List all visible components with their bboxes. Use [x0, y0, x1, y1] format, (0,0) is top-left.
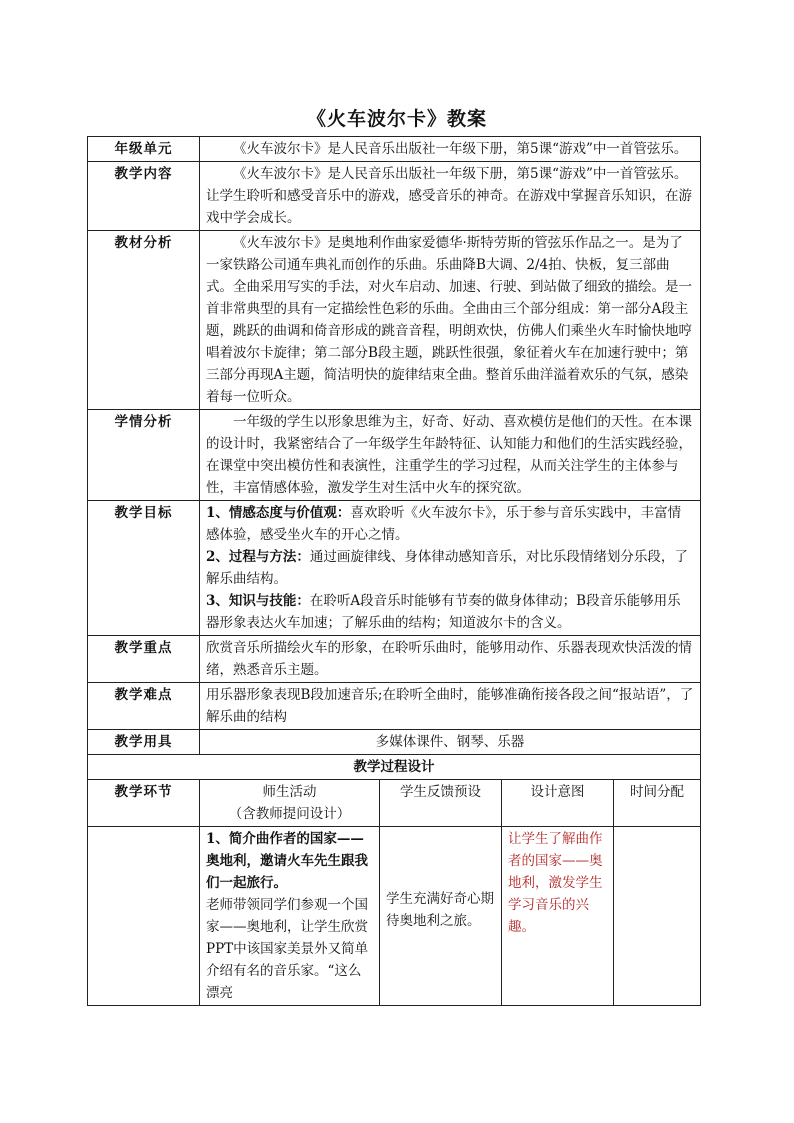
header-time: 时间分配 — [614, 780, 701, 827]
label-material-analysis: 教材分析 — [88, 231, 200, 410]
step-1-intent-cell — [502, 827, 614, 1006]
key-points-text: 欣赏音乐所描绘火车的形象，在聆听乐曲时，能够用动作、乐器表现欢快活泼的情绪，熟悉音乐主题。 — [200, 636, 701, 683]
lesson-plan-table — [87, 136, 701, 1006]
step-1-feedback-cell — [380, 827, 502, 1006]
row-teaching-content — [88, 162, 701, 231]
row-grade-unit — [88, 137, 701, 162]
goal-item — [206, 546, 694, 590]
row-difficulties — [88, 683, 701, 730]
grade-unit-text: 《火车波尔卡》是人民音乐出版社一年级下册，第5课“游戏”中一首管弦乐。 — [200, 137, 701, 162]
header-activity — [200, 780, 380, 827]
goal-heading: 3、知识与技能： — [206, 593, 310, 609]
step-1-feedback-text: 学生充满好奇心期待奥地利之旅。 — [386, 891, 494, 929]
row-process-headers — [88, 780, 701, 827]
goal-text: 通过画旋律线、身体律动感知音乐，对比乐段情绪划分乐段，了解乐曲结构。 — [206, 549, 688, 587]
header-feedback: 学生反馈预设 — [380, 780, 502, 827]
label-key-points: 教学重点 — [88, 636, 200, 683]
goal-item — [206, 590, 694, 634]
page-title: 《火车波尔卡》教案 — [306, 108, 487, 130]
step-1-activity-title: 1、简介曲作者的国家——奥地利，邀请火车先生跟我们一起旅行。 — [206, 831, 368, 891]
row-key-points — [88, 636, 701, 683]
process-section-title: 教学过程设计 — [88, 755, 701, 780]
row-teaching-tools — [88, 730, 701, 755]
step-1-intent-text: 让学生了解曲作者的国家——奥地利，激发学生学习音乐的兴趣。 — [508, 831, 603, 935]
row-student-analysis — [88, 410, 701, 501]
label-teaching-goals: 教学目标 — [88, 501, 200, 636]
teaching-goals-list — [200, 501, 701, 636]
step-1-time-cell — [614, 827, 701, 1006]
header-activity-subtitle: （含教师提问设计） — [228, 806, 351, 822]
row-teaching-goals — [88, 501, 701, 636]
header-activity-title: 师生活动 — [262, 784, 317, 800]
label-grade-unit: 年级单元 — [88, 137, 200, 162]
label-teaching-tools: 教学用具 — [88, 730, 200, 755]
teaching-content-text: 《火车波尔卡》是人民音乐出版社一年级下册，第5课“游戏”中一首管弦乐。让学生聆听和感受音乐中的游戏，感受音乐的神奇。在游戏中掌握音乐知识，在游戏中学会成长。 — [200, 162, 701, 231]
teaching-tools-text: 多媒体课件、钢琴、乐器 — [200, 730, 701, 755]
step-1-activity-text: 老师带领同学们参观一个国家——奥地利，让学生欣赏PPT中该国家美景外又简单介绍有名的音乐家。“这么漂亮 — [206, 897, 369, 1001]
goal-text: 喜欢聆听《火车波尔卡》，乐于参与音乐实践中，丰富情感体验，感受坐火车的开心之情。 — [206, 505, 682, 543]
difficulties-text: 用乐器形象表现B段加速音乐;在聆听全曲时，能够准确衔接各段之间“报站语”，了解乐曲的结构 — [200, 683, 701, 730]
goal-heading: 2、过程与方法： — [206, 549, 310, 565]
student-analysis-text: 一年级的学生以形象思维为主，好奇、好动、喜欢模仿是他们的天性。在本课的设计时，我紧密结合了一年级学生年龄特征、认知能力和他们的生活实践经验，在课堂中突出模仿性和表演性，注重学生的学习过程，从而关注学生的主体参与性，丰富情感体验，激发学生对生活中火车的探究欲。 — [200, 410, 701, 501]
goal-item — [206, 502, 694, 546]
row-process-section — [88, 755, 701, 780]
header-intent: 设计意图 — [502, 780, 614, 827]
step-1-activity-cell — [200, 827, 380, 1006]
label-difficulties: 教学难点 — [88, 683, 200, 730]
step-1-stage-cell — [88, 827, 200, 1006]
row-process-step-1 — [88, 827, 701, 1006]
header-stage: 教学环节 — [88, 780, 200, 827]
row-material-analysis — [88, 231, 701, 410]
goal-heading: 1、情感态度与价值观： — [206, 505, 351, 521]
material-analysis-text: 《火车波尔卡》是奥地利作曲家爱德华·斯特劳斯的管弦乐作品之一。是为了一家铁路公司通车典礼而创作的乐曲。乐曲降B大调、2/4拍、快板，复三部曲式。全曲采用写实的手法，对火车启动、加速、行驶、到站做了细致的描绘。是一首非常典型的具有一定描绘性色彩的乐曲。全曲由三个部分组成：第一部分A段主题，跳跃的曲调和倚音形成的跳音音程，明朗欢快，仿佛人们乘坐火车时愉快地哼唱着波尔卡旋律；第二部分B段主题，跳跃性很强，象征着火车在加速行驶中；第三部分再现A主题，简洁明快的旋律结束全曲。整首乐曲洋溢着欢乐的气氛，感染着每一位听众。 — [200, 231, 701, 410]
label-teaching-content: 教学内容 — [88, 162, 200, 231]
goal-text: 在聆听A段音乐时能够有节奏的做身体律动；B段音乐能够用乐器形象表达火车加速；了解乐曲的结构；知道波尔卡的含义。 — [206, 593, 681, 631]
label-student-analysis: 学情分析 — [88, 410, 200, 501]
